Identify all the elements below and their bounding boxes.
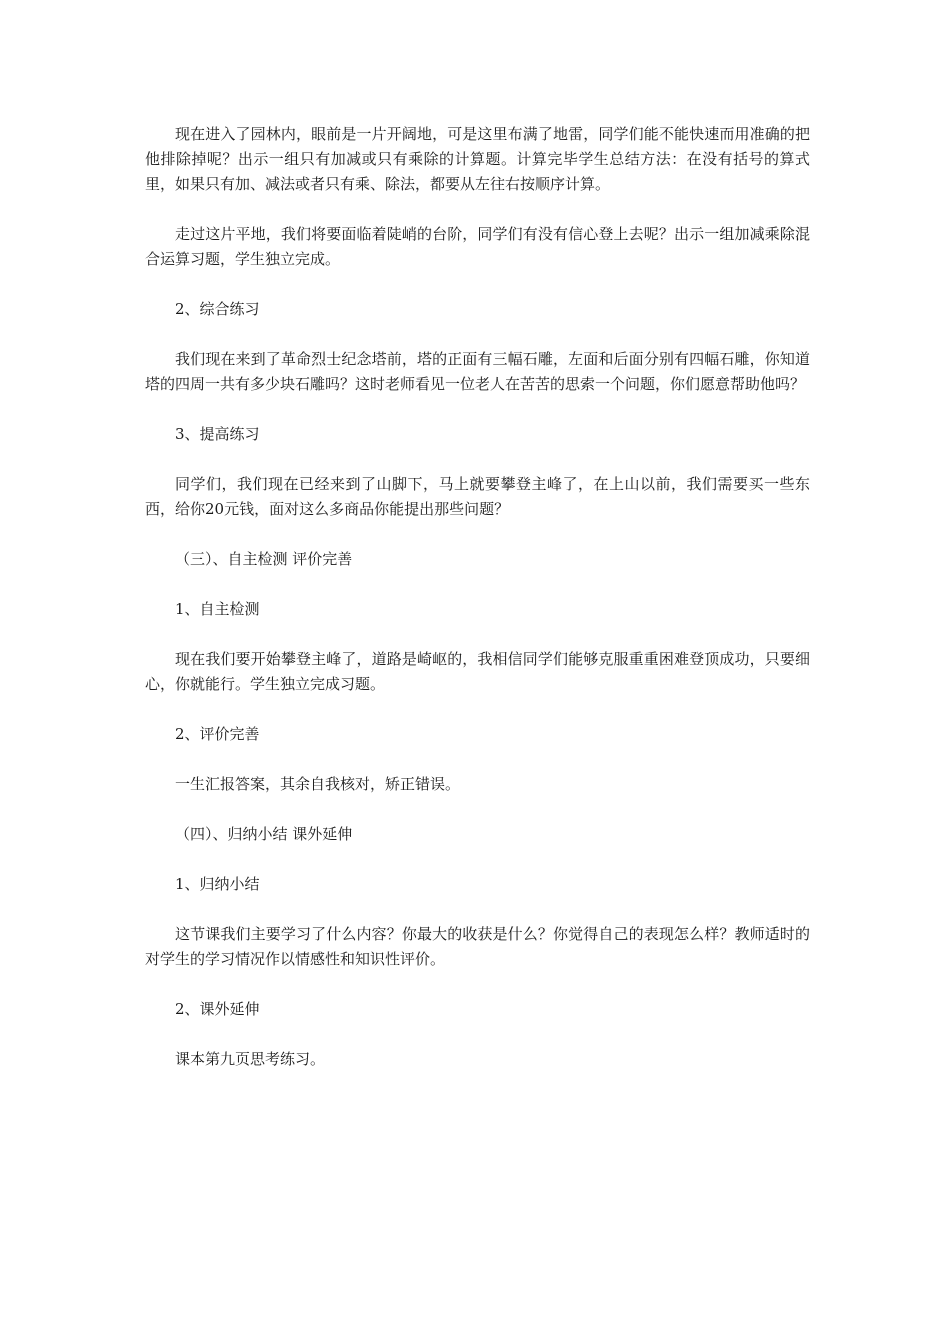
paragraph-summary: 这节课我们主要学习了什么内容？你最大的收获是什么？你觉得自己的表现怎么样？教师适时的对学生的学习情况作以情感性和知识性评价。 [145, 925, 810, 968]
heading-comprehensive-practice: 2、综合练习 [175, 300, 260, 318]
paragraph-monument: 我们现在来到了革命烈士纪念塔前，塔的正面有三幅石雕，左面和后面分别有四幅石雕，你知道塔的四周一共有多少块石雕吗？这时老师看见一位老人在苦苦的思索一个问题，你们愿意帮助他吗？ [145, 350, 810, 393]
paragraph-steps: 走过这片平地，我们将要面临着陡峭的台阶，同学们有没有信心登上去呢？出示一组加减乘除混合运算习题，学生独立完成。 [145, 225, 810, 268]
heading-evaluation: 2、评价完善 [175, 725, 260, 743]
heading-section-four: （四）、归纳小结 课外延伸 [175, 825, 353, 843]
heading-section-three: （三）、自主检测 评价完善 [175, 550, 353, 568]
document-body [145, 122, 810, 1097]
paragraph-climb: 现在我们要开始攀登主峰了，道路是崎岖的，我相信同学们能够克服重重困难登顶成功，只要细心，你就能行。学生独立完成习题。 [145, 650, 810, 693]
heading-summary: 1、归纳小结 [175, 875, 260, 893]
paragraph-answers: 一生汇报答案，其余自我核对，矫正错误。 [175, 775, 461, 793]
paragraph-homework: 课本第九页思考练习。 [175, 1050, 326, 1068]
heading-advanced-practice: 3、提高练习 [175, 425, 260, 443]
heading-extension: 2、课外延伸 [175, 1000, 260, 1018]
paragraph-minefield: 现在进入了园林内，眼前是一片开阔地，可是这里布满了地雷，同学们能不能快速而用准确的把他排除掉呢？出示一组只有加减或只有乘除的计算题。计算完毕学生总结方法：在没有括号的算式里，如果只有加、减法或者只有乘、除法，都要从左往右按顺序计算。 [145, 125, 810, 193]
paragraph-shopping: 同学们，我们现在已经来到了山脚下，马上就要攀登主峰了，在上山以前，我们需要买一些东西，给你20元钱，面对这么多商品你能提出那些问题？ [145, 475, 810, 518]
heading-self-test: 1、自主检测 [175, 600, 260, 618]
